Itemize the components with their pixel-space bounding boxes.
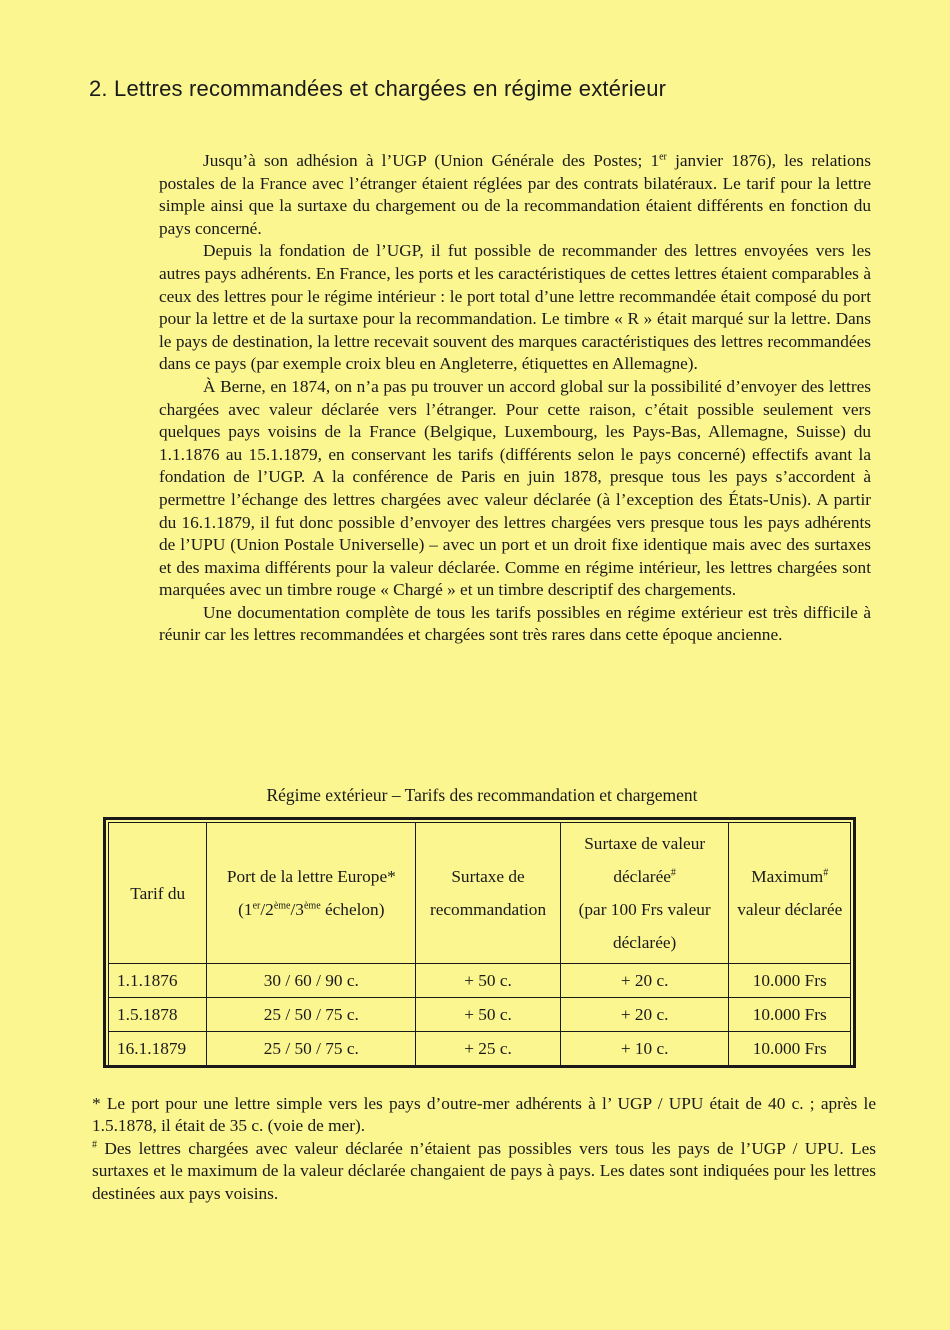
paragraph-1-superscript: er (659, 151, 667, 163)
header-port-sup-1: er (252, 900, 261, 912)
header-port-close: échelon) (320, 900, 385, 919)
header-valeur-footnote-mark: # (670, 867, 676, 879)
header-surtaxe-recommandation (416, 823, 561, 964)
cell-date: 16.1.1879 (109, 1032, 207, 1066)
body-text (159, 150, 871, 647)
cell-surtaxe: + 50 c. (416, 998, 561, 1032)
cell-maximum: 10.000 Frs (729, 1032, 851, 1066)
tariff-table (108, 822, 851, 1066)
table-row (109, 998, 851, 1032)
header-port-line-2 (238, 900, 384, 919)
header-maximum-line-1: Maximum (751, 867, 824, 886)
header-surtaxe-valeur (560, 823, 729, 964)
table-row (109, 964, 851, 998)
footnotes (92, 1093, 876, 1205)
header-valeur-line-2: déclarée (613, 867, 671, 886)
paragraph-3: À Berne, en 1874, on n’a pas pu trouver un accord global sur la possibilité d’envoyer des lettres chargées avec valeur déclarée vers l’étranger. Pour cette raison, c’était possible seulement vers quelques pays voisins de la France (Belgique, Luxembourg, les Pays-Bas, Allemagne, Suisse) du 1.1.1876 au 15.1.1879, en conservant les tarifs (différents selon le pays concerné) effectifs avant la fondation de l’UGP. A la conférence de Paris en juin 1878, presque tous les pays s’accordent à permettre l’échange des lettres chargées avec valeur déclarée (à l’exception des États-Unis). A partir du 16.1.1879, il fut donc possible d’envoyer des lettres chargées vers presque tous les pays adhérents de l’UPU (Union Postale Universelle) – avec un port et un droit fixe identique mais avec des surtaxes et des maxima différents pour la valeur déclarée. Comme en régime intérieur, les lettres chargées sont marquées avec un timbre rouge « Chargé » et un timbre descriptif des chargements. (159, 376, 871, 600)
tariff-table-frame (103, 817, 856, 1068)
header-port-sup-2: ème (273, 900, 291, 912)
header-port-sep-2: /3 (290, 900, 304, 919)
paragraph-2: Depuis la fondation de l’UGP, il fut possible de recommander des lettres envoyées vers les autres pays adhérents. En France, les ports et les caractéristiques de cettes lettres étaient comparables à ceux des lettres pour le régime intérieur : le port total d’une lettre recommandée était composé du port pour la lettre et de la surtaxe pour la recommandation. Le timbre « R » était marqué sur la lettre. Dans le pays de destination, la lettre recevait souvent des marques caractéristiques des lettres recommandées dans ce pays (par exemple croix bleu en Angleterre, étiquettes en Allemagne). (159, 241, 871, 374)
header-valeur-line-1: Surtaxe de valeur (584, 834, 706, 853)
paragraph-4: Une documentation complète de tous les tarifs possibles en régime extérieur est très difficile à réunir car les lettres recommandées et chargées sont très rares dans cette époque ancienne. (159, 602, 871, 645)
table-caption: Régime extérieur – Tarifs des recommandation et chargement (266, 785, 698, 805)
cell-maximum: 10.000 Frs (729, 964, 851, 998)
header-surtaxe-line-2: recommandation (429, 900, 547, 919)
header-port-sup-3: ème (303, 900, 321, 912)
cell-maximum: 10.000 Frs (729, 998, 851, 1032)
cell-port: 25 / 50 / 75 c. (207, 998, 416, 1032)
footnote-hash-text: Des lettres chargées avec valeur déclarée n’étaient pas possibles vers tous les pays de l’UGP / UPU. Les surtaxes et le maximum de la valeur déclarée changaient de pays à pays. Les dates sont indiquées pour les lettres destinées aux pays voisins. (92, 1138, 876, 1203)
table-header-row (109, 823, 851, 964)
cell-surtaxe: + 50 c. (416, 964, 561, 998)
header-maximum (729, 823, 851, 964)
header-maximum-line-2: valeur déclarée (737, 900, 843, 919)
cell-valeur: + 10 c. (560, 1032, 729, 1066)
footnote-hash (92, 1138, 876, 1205)
paragraph-1-text-a: Jusqu’à son adhésion à l’UGP (Union Générale des Postes; 1 (203, 151, 660, 170)
header-valeur-line-3: (par 100 Frs valeur (578, 900, 711, 919)
footnote-star: * Le port pour une lettre simple vers les pays d’outre-mer adhérents à l’ UGP / UPU était de 40 c. ; après le 1.5.1878, il était de 35 c. (voie de mer). (92, 1094, 876, 1136)
section-heading: 2. Lettres recommandées et chargées en régime extérieur (89, 76, 667, 101)
paragraph-1-text-b: janvier 1876), les relations postales de la France avec l’étranger étaient réglées par des contrats bilatéraux. Le tarif pour la lettre simple ainsi que la surtaxe du chargement ou de la recommandation étaient différents en fonction du pays concerné. (159, 151, 871, 238)
header-port-line-1: Port de la lettre Europe* (226, 867, 396, 886)
cell-date: 1.5.1878 (109, 998, 207, 1032)
cell-valeur: + 20 c. (560, 964, 729, 998)
header-port-sep-1: /2 (260, 900, 274, 919)
header-surtaxe-line-1: Surtaxe de (451, 867, 525, 886)
cell-port: 30 / 60 / 90 c. (207, 964, 416, 998)
table-row (109, 1032, 851, 1066)
header-tarif-label: Tarif du (130, 883, 186, 903)
cell-surtaxe: + 25 c. (416, 1032, 561, 1066)
cell-date: 1.1.1876 (109, 964, 207, 998)
header-maximum-footnote-mark: # (823, 867, 829, 879)
header-valeur-line-4: déclarée) (612, 933, 677, 952)
header-port-open: (1 (238, 900, 253, 919)
footnote-hash-mark: # (92, 1139, 98, 1151)
cell-port: 25 / 50 / 75 c. (207, 1032, 416, 1066)
header-tarif-du (109, 823, 207, 964)
header-port (207, 823, 416, 964)
paragraph-1 (159, 150, 871, 240)
cell-valeur: + 20 c. (560, 998, 729, 1032)
